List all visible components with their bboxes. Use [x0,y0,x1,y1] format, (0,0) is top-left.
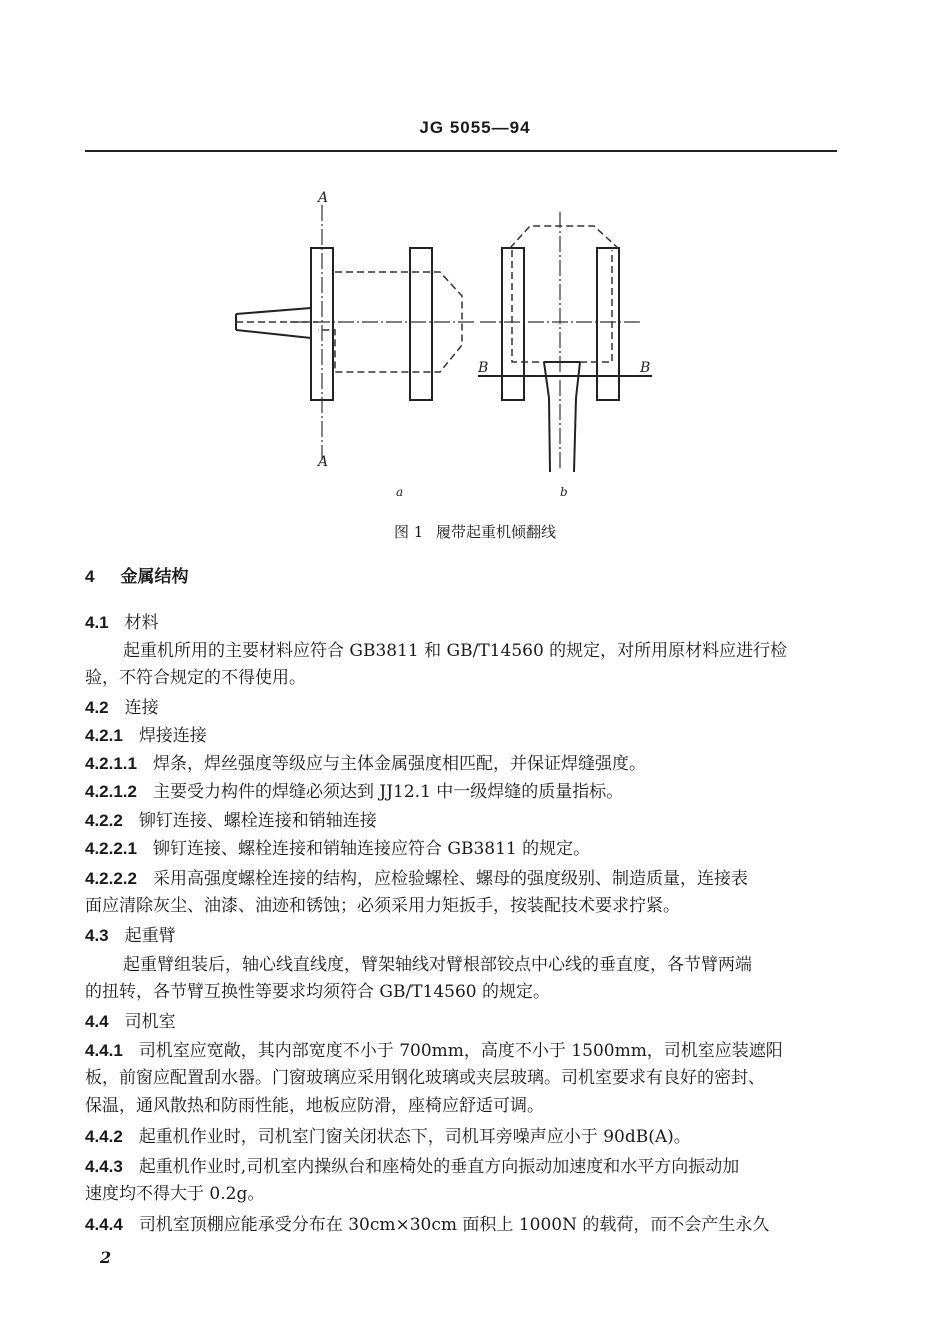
text-line [85,1040,837,1062]
section-number: 4.4 [85,1012,109,1031]
caption-number: 图 1 [393,523,424,541]
page-number: 2 [100,1248,112,1267]
text-line [85,895,837,917]
line-text: 起重机所用的主要材料应符合 GB3811 和 GB/T14560 的规定，对所用原材料应进行检 [123,641,788,661]
text-line [85,810,837,832]
track-left-b [502,248,524,400]
text-line [85,981,837,1003]
section-number: 4.2.2 [85,811,123,830]
text-line [85,640,875,662]
label-a-bottom: A [318,454,329,470]
text-line [85,612,837,634]
boom-a [236,308,311,338]
caption-text: 履带起重机倾翻线 [436,523,557,541]
text-line [85,954,875,976]
label-b-right: B [640,360,651,376]
line-text: 面应清除灰尘、油漆、油迹和锈蚀；必须采用力矩扳手，按装配技术要求拧紧。 [85,896,680,916]
line-text: 材料 [124,613,159,633]
line-text: 连接 [124,698,159,718]
figure-caption [0,521,950,542]
line-text: 速度均不得大于 0.2g。 [85,1184,265,1204]
text-line [85,1156,837,1178]
section-number: 4.2 [85,698,109,717]
line-text: 板，前窗应配置刮水器。门窗玻璃应采用钢化玻璃或夹层玻璃。司机室要求有良好的密封、 [85,1068,765,1088]
line-text: 起重臂 [124,926,176,946]
section-number: 4.4.4 [85,1215,123,1234]
section-number: 4.4.2 [85,1127,123,1146]
line-text: 铆钉连接、螺栓连接和销轴连接 [138,811,377,831]
section-number: 4.2.1 [85,726,123,745]
line-text: 起重机作业时,司机室内操纵台和座椅处的垂直方向振动加速度和水平方向振动加 [138,1157,740,1177]
text-line [85,725,837,747]
track-right-a [410,248,432,400]
sublabel-a: a [396,485,404,499]
line-text: 采用高强度螺栓连接的结构，应检验螺栓、螺母的强度级别、制造质量，连接表 [153,869,748,889]
line-text: 司机室 [124,1012,176,1032]
line-text: 保温，通风散热和防雨性能，地板应防滑，座椅应舒适可调。 [85,1096,544,1116]
text-line [85,1067,837,1089]
section-number: 4.1 [85,613,109,632]
label-b-left: B [478,360,489,376]
figure-1-diagram [0,170,950,515]
sublabel-b: b [560,485,568,499]
line-text: 金属结构 [120,567,189,587]
section-number: 4.2.2.1 [85,839,137,858]
header-rule [85,150,837,152]
section-number: 4.2.1.1 [85,754,137,773]
upper-body-b [510,226,618,362]
line-text: 司机室顶棚应能承受分布在 30cm×30cm 面积上 1000N 的载荷，而不会产生永久 [138,1215,770,1235]
line-text: 焊条，焊丝强度等级应与主体金属强度相匹配，并保证焊缝强度。 [153,754,646,774]
section-number: 4.2.1.2 [85,782,137,801]
section-number: 4.4.3 [85,1157,123,1176]
text-line [85,566,837,588]
text-line [85,753,837,775]
text-line [85,1126,837,1148]
text-line [85,1095,837,1117]
text-line [85,1183,837,1205]
section-number: 4.4.1 [85,1041,123,1060]
section-number: 4.3 [85,926,109,945]
line-text: 起重臂组装后，轴心线直线度，臂架轴线对臂根部铰点中心线的垂直度，各节臂两端 [123,955,752,975]
boom-b [544,362,580,472]
line-text: 验，不符合规定的不得使用。 [85,668,306,688]
line-text: 铆钉连接、螺栓连接和销轴连接应符合 GB3811 的规定。 [153,839,591,859]
text-line [85,781,837,803]
text-line [85,868,837,890]
line-text: 主要受力构件的焊缝必须达到 JJ12.1 中一级焊缝的质量指标。 [153,782,624,802]
section-number: 4.2.2.2 [85,869,137,888]
track-right-b [597,248,619,400]
text-line [85,925,837,947]
text-line [85,1011,837,1033]
text-line [85,667,837,689]
line-text: 起重机作业时，司机室门窗关闭状态下，司机耳旁噪声应小于 90dB(A)。 [138,1127,691,1147]
line-text: 焊接连接 [138,726,207,746]
text-line [85,1214,837,1236]
text-line [85,697,837,719]
text-line [85,838,837,860]
label-a-top: A [318,190,329,206]
line-text: 司机室应宽敞，其内部宽度不小于 700mm，高度不小于 1500mm，司机室应装遮阳 [138,1041,783,1061]
document-header-code: JG 5055—94 [419,118,531,137]
line-text: 的扭转，各节臂互换性等要求均须符合 GB/T14560 的规定。 [85,982,551,1002]
section-number: 4 [85,567,95,586]
